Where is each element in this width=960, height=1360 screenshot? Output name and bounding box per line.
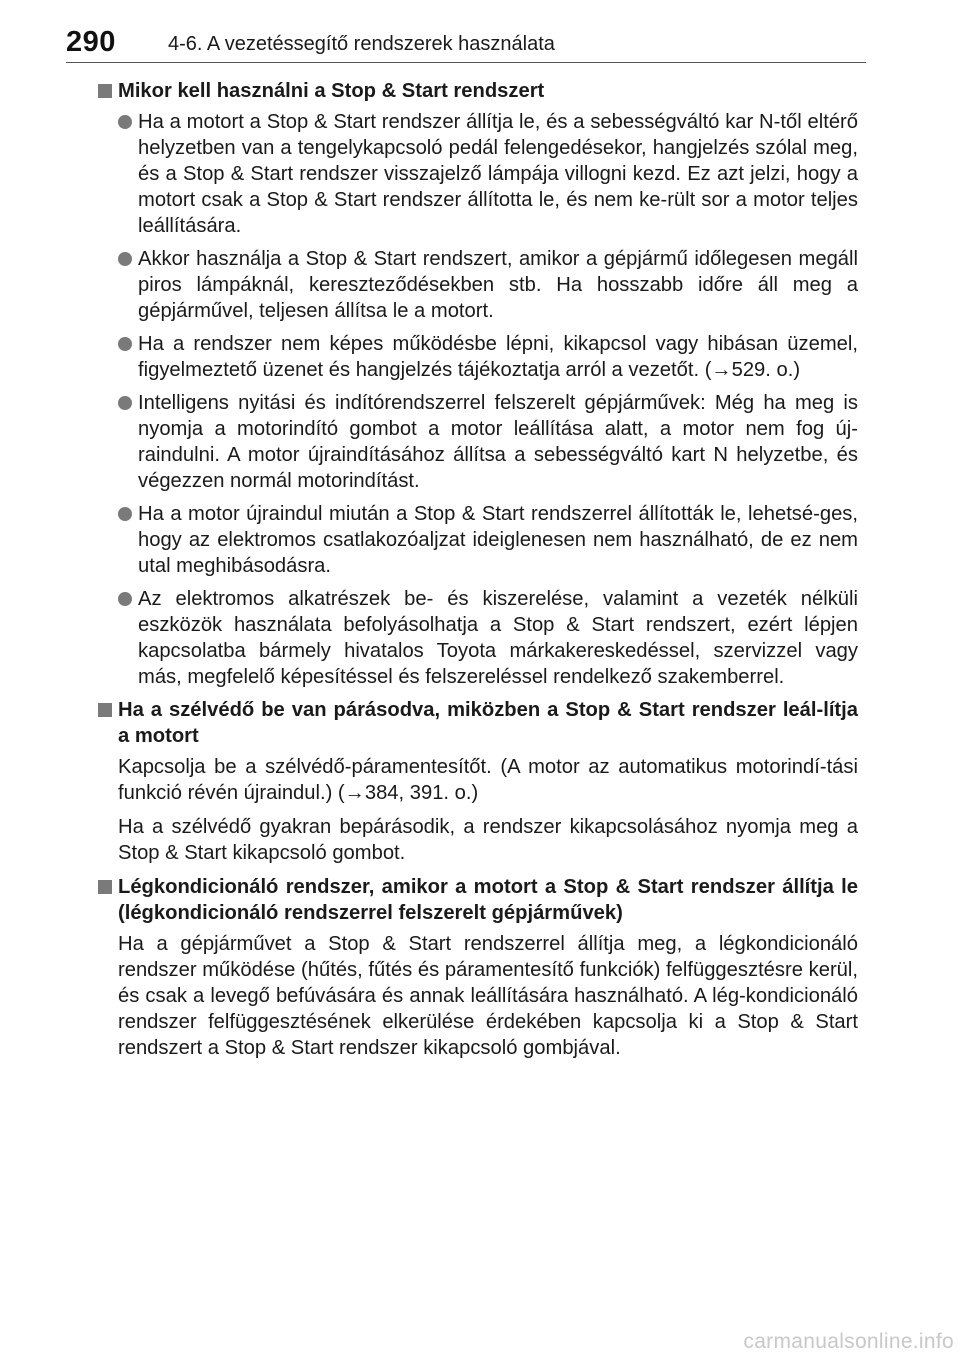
list-item: Ha a motor újraindul miután a Stop & Start rendszerrel állították le, lehetsé-ges, hogy az elektromos csatlakozóaljzat ideiglenesen nem használható, de ez nem utal meghibásodásra.	[98, 501, 858, 579]
page-header	[66, 22, 866, 62]
list-item: Az elektromos alkatrészek be- és kiszerelése, valamint a vezeték nélküli eszközök használata befolyásolhatja a Stop & Start rendszert, ezért lépjen kapcsolatba bármely hivatalos Toyota márkakereskedéssel, szervizzel vagy más, megfelelő képesítéssel és felszereléssel rendelkező szakemberrel.	[98, 586, 858, 690]
paragraph: Ha a szélvédő gyakran bepárásodik, a rendszer kikapcsolásához nyomja meg a Stop & Start kikapcsoló gombot.	[118, 816, 858, 864]
section-air-conditioning	[98, 874, 858, 1061]
round-bullet-icon	[118, 396, 132, 410]
header-divider	[66, 62, 866, 63]
round-bullet-icon	[118, 252, 132, 266]
square-bullet-icon	[98, 84, 112, 98]
paragraph: Kapcsolja be a szélvédő-páramentesítőt. (A motor az automatikus motorindí-tási funkció révén újraindul.) (→384, 391. o.)	[118, 756, 858, 804]
list-item: Ha a rendszer nem képes működésbe lépni, kikapcsol vagy hibásan üzemel, figyelmeztető üzenet és hangjelzés tájékoztatja arról a vezetőt. (→529. o.)	[98, 331, 858, 383]
section-heading: Légkondicionáló rendszer, amikor a motort a Stop & Start rendszer állítja le (légkondicionáló rendszerrel felszerelt gépjárművek)	[98, 874, 858, 926]
page-content	[98, 78, 858, 1069]
list-item: Ha a motort a Stop & Start rendszer állítja le, és a sebességváltó kar N-től eltérő helyzetben van a tengelykapcsoló pedál felengedésekor, hangjelzés szólal meg, és a Stop & Start rendszer visszajelző lámpája villogni kezd. Ez azt jelzi, hogy a motort csak a Stop & Start rendszer állította le, és nem ke-rült sor a motor teljes leállítására.	[98, 109, 858, 239]
list-item: Akkor használja a Stop & Start rendszert, amikor a gépjármű időlegesen megáll piros lámpáknál, kereszteződésekben stb. Ha hosszabb időre áll meg a gépjárművel, teljesen állítsa le a motort.	[98, 246, 858, 324]
section-windshield-fog	[98, 697, 858, 866]
section-heading: Ha a szélvédő be van párásodva, miközben a Stop & Start rendszer leál-lítja a motort	[98, 697, 858, 749]
section-heading: Mikor kell használni a Stop & Start rendszert	[98, 78, 858, 104]
paragraph: Ha a gépjárművet a Stop & Start rendszerrel állítja meg, a légkondicionáló rendszer működése (hűtés, fűtés és páramentesítő funkciók) felfüggesztésre kerül, és csak a levegő befúvására és annak leállítására használható. A lég-kondicionáló rendszer felfüggesztésének elkerülése érdekében kapcsolja ki a Stop & Start rendszert a Stop & Start rendszer kikapcsoló gombjával.	[118, 933, 858, 1059]
bullet-list	[98, 109, 858, 690]
chapter-title: 4-6. A vezetéssegítő rendszerek használata	[168, 33, 555, 55]
square-bullet-icon	[98, 880, 112, 894]
page-number: 290	[66, 26, 116, 58]
list-item: Intelligens nyitási és indítórendszerrel felszerelt gépjárművek: Még ha meg is nyomja a motorindító gombot a motor leállítása alatt, a motor nem fog új-raindulni. A motor újraindításához állítsa a sebességváltó kart N helyzetbe, és végezzen normál motorindítást.	[98, 390, 858, 494]
watermark: carmanualsonline.info	[743, 1330, 954, 1353]
round-bullet-icon	[118, 507, 132, 521]
round-bullet-icon	[118, 337, 132, 351]
section-stop-start-usage	[98, 78, 858, 690]
round-bullet-icon	[118, 115, 132, 129]
round-bullet-icon	[118, 592, 132, 606]
square-bullet-icon	[98, 703, 112, 717]
